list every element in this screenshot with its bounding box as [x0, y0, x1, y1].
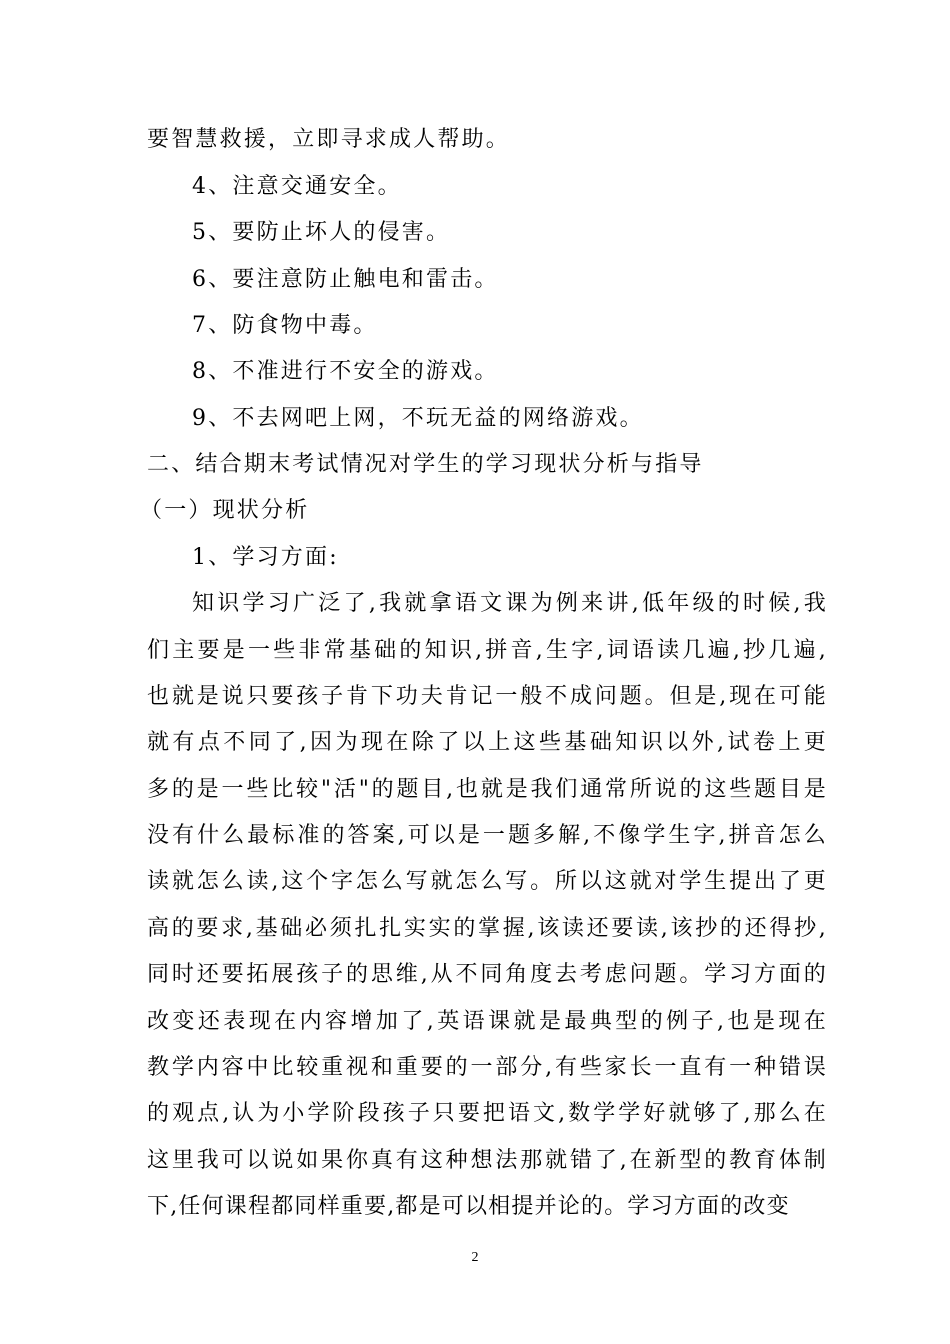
- paragraph-line: 知识学习广泛了,我就拿语文课为例来讲,低年级的时候,我: [192, 591, 827, 616]
- paragraph-line: 改变还表现在内容增加了,英语课就是最典型的例子,也是现在: [147, 1009, 827, 1034]
- page-number: 2: [471, 1250, 479, 1265]
- paragraph-line: 高的要求,基础必须扎扎实实的掌握,该读还要读,该抄的还得抄,: [147, 916, 827, 941]
- paragraph-line: 也就是说只要孩子肯下功夫肯记一般不成问题。但是,现在可能: [147, 684, 827, 709]
- paragraph-line: 读就怎么读,这个字怎么写就怎么写。所以这就对学生提出了更: [147, 869, 827, 894]
- paragraph-line: 的观点,认为小学阶段孩子只要把语文,数学学好就够了,那么在: [147, 1101, 827, 1126]
- list-item-5: 5、要防止坏人的侵害。: [192, 220, 451, 245]
- paragraph-line: 们主要是一些非常基础的知识,拼音,生字,词语读几遍,抄几遍,: [147, 638, 827, 663]
- text-line-continuation: 要智慧救援，立即寻求成人帮助。: [147, 127, 511, 152]
- paragraph-line: 多的是一些比较"活"的题目,也就是我们通常所说的这些题目是: [147, 777, 827, 802]
- section-heading: 二、结合期末考试情况对学生的学习现状分析与指导: [147, 452, 704, 477]
- paragraph-line: 这里我可以说如果你真有这种想法那就错了,在新型的教育体制: [147, 1148, 827, 1173]
- paragraph-line: 同时还要拓展孩子的思维,从不同角度去考虑问题。学习方面的: [147, 962, 827, 987]
- paragraph-line: 就有点不同了,因为现在除了以上这些基础知识以外,试卷上更: [147, 730, 827, 755]
- list-item-4: 4、注意交通安全。: [192, 174, 402, 199]
- paragraph-line: 没有什么最标准的答案,可以是一题多解,不像学生字,拼音怎么: [147, 823, 827, 848]
- paragraph-line: 教学内容中比较重视和重要的一部分,有些家长一直有一种错误: [147, 1055, 827, 1080]
- list-item-8: 8、不准进行不安全的游戏。: [192, 359, 499, 384]
- list-item-9: 9、不去网吧上网，不玩无益的网络游戏。: [192, 406, 644, 431]
- item-heading: 1、学习方面:: [192, 545, 339, 570]
- subsection-heading: （一）现状分析: [140, 498, 310, 523]
- list-item-6: 6、要注意防止触电和雷击。: [192, 267, 499, 292]
- list-item-7: 7、防食物中毒。: [192, 313, 378, 338]
- paragraph-line: 下,任何课程都同样重要,都是可以相提并论的。学习方面的改变: [147, 1194, 790, 1219]
